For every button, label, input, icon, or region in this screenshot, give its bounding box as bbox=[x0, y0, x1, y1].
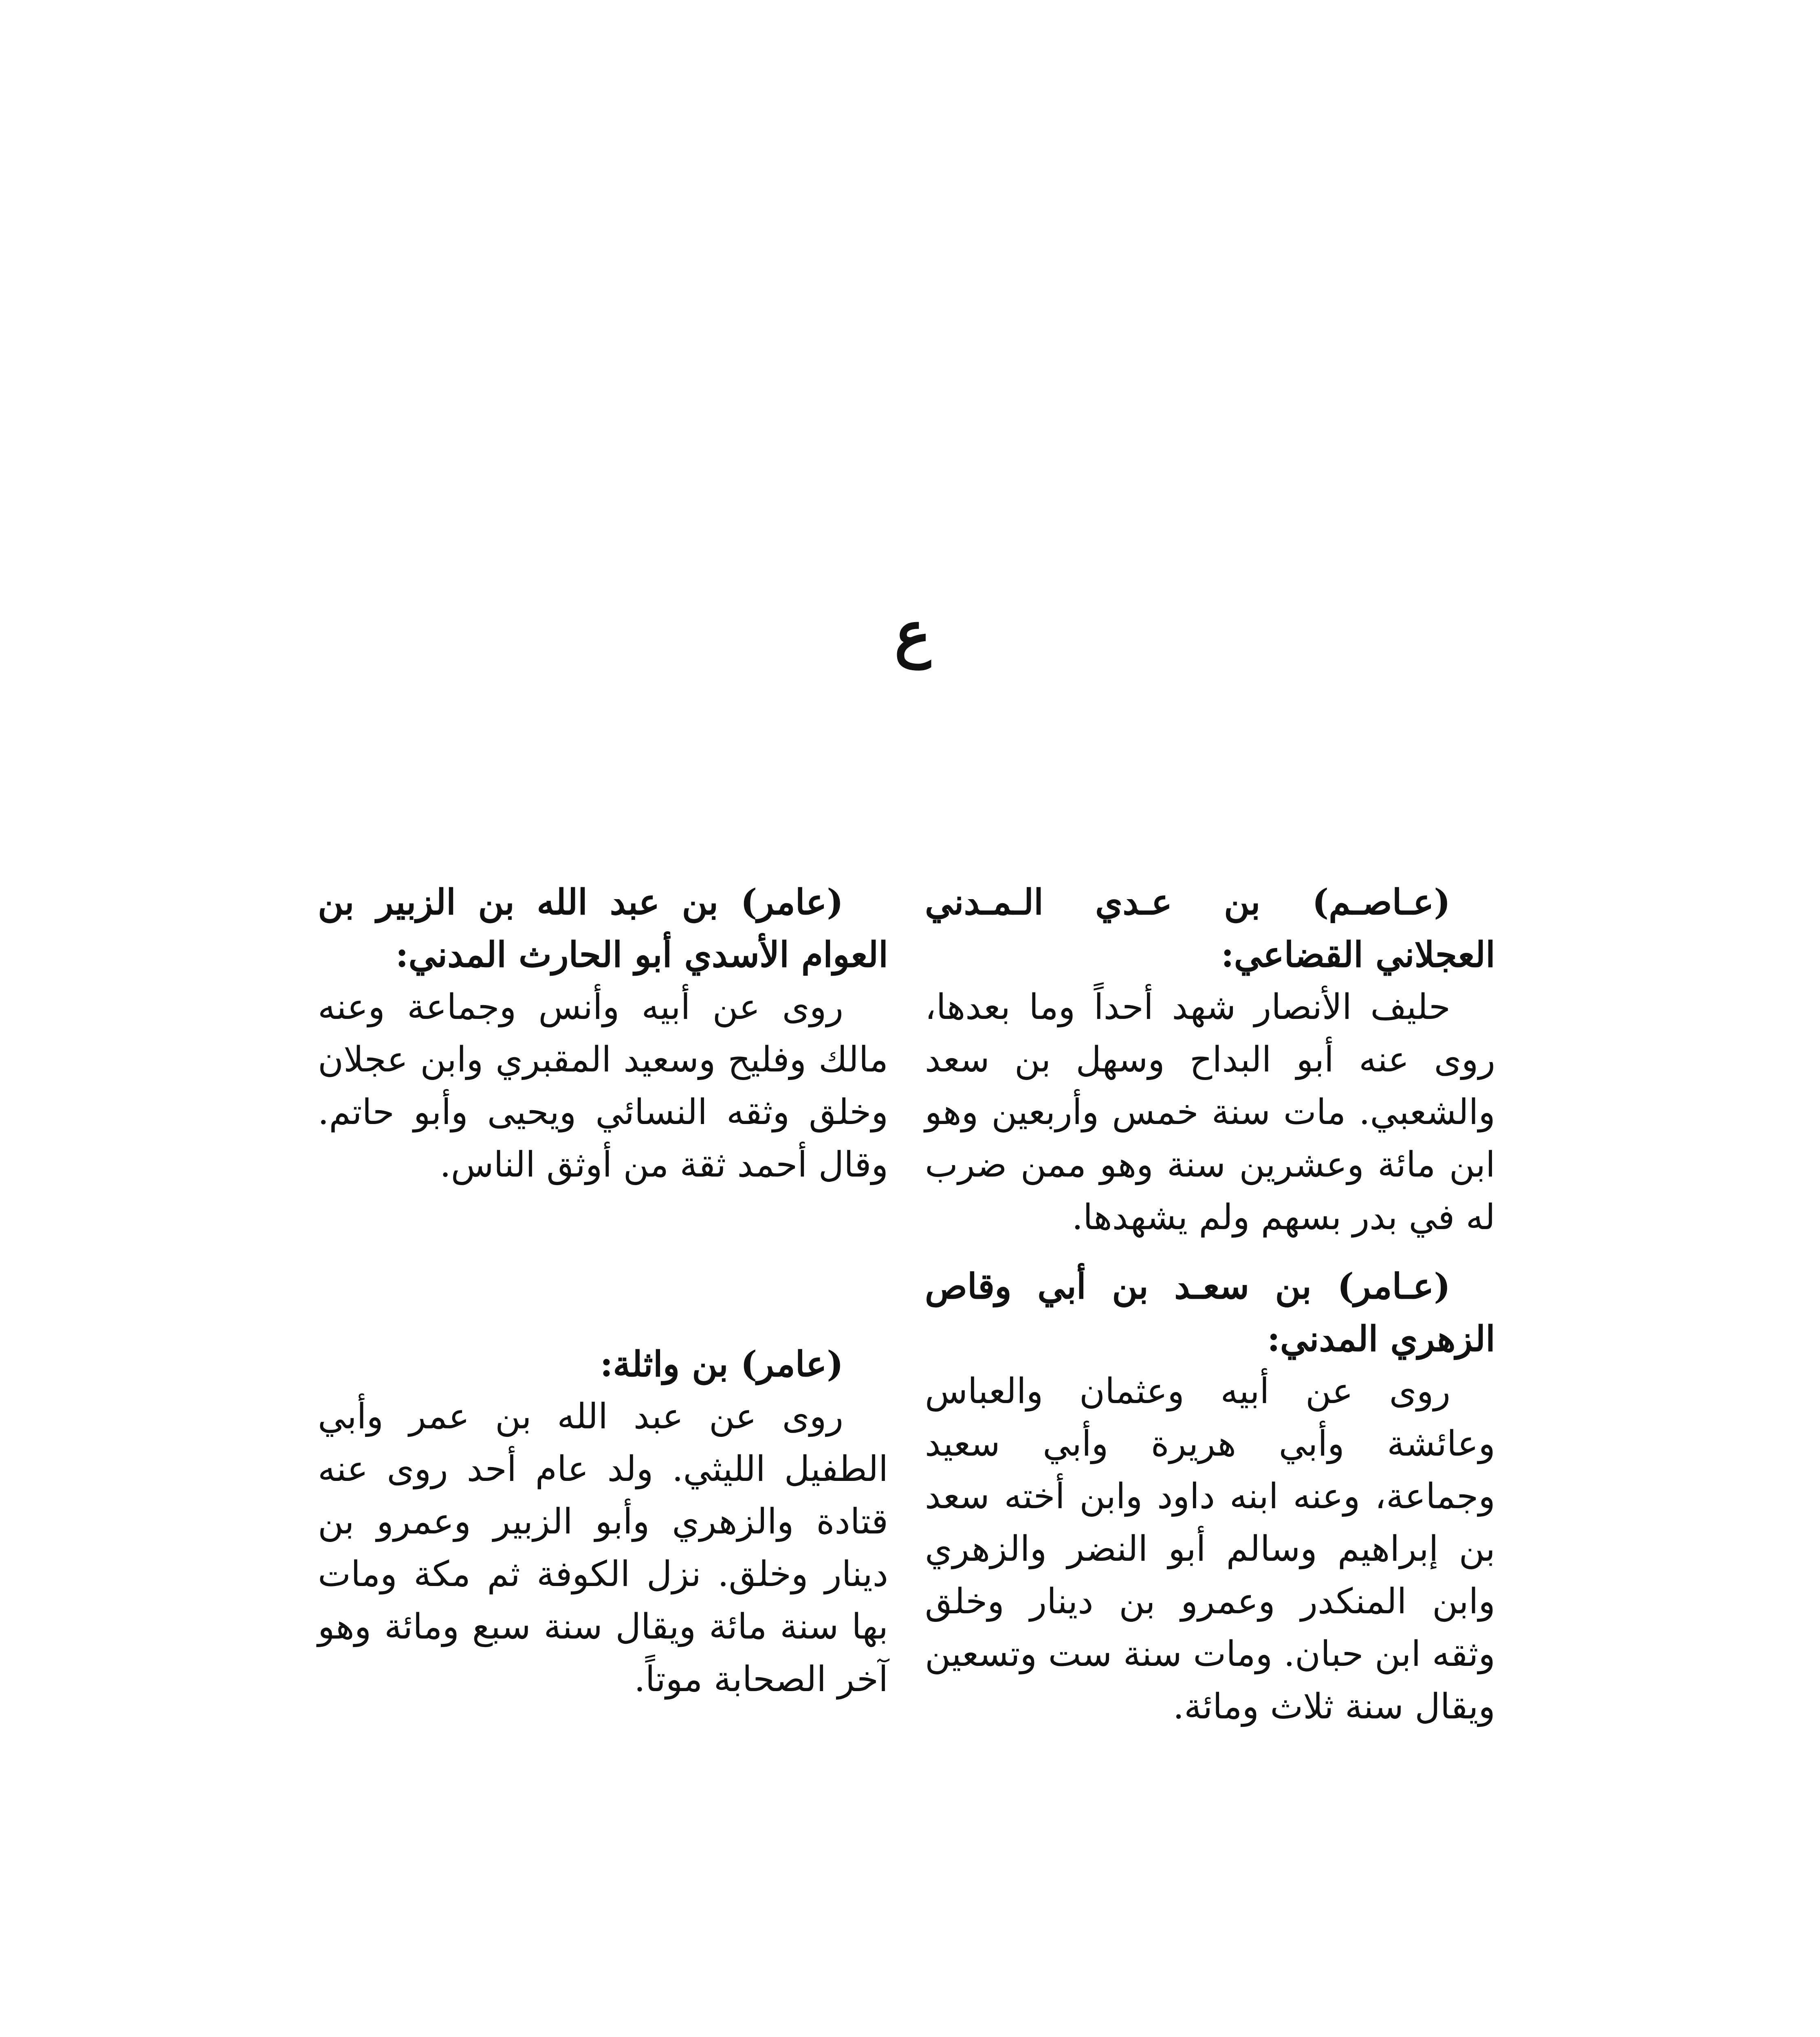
left-column bbox=[318, 876, 888, 1706]
entry-body: روى عن أبيه وأنس وجماعة وعنه مالك وفليح وسعيد المقبري وابن عجلان وخلق وثقه النسائي ويحيى وأبو حاتم. وقال أحمد ثقة من أوثق الناس. bbox=[318, 987, 888, 1185]
biography-entry bbox=[925, 876, 1495, 1244]
entry-body: روى عن عبد الله بن عمر وأبي الطفيل الليثي. ولد عام أحد روى عنه قتادة والزهري وأبو الزبير وعمرو بن دينار وخلق. نزل الكوفة ثم مكة ومات بها سنة مائة ويقال سنة سبع ومائة وهو آخر الصحابة موتاً. bbox=[318, 1396, 888, 1700]
section-letter: ع bbox=[894, 598, 931, 669]
entry-heading: (عامر) بن واثلة: bbox=[600, 1344, 843, 1385]
biography-entry bbox=[318, 876, 888, 1191]
entry-body: روى عن أبيه وعثمان والعباس وعائشة وأبي هريرة وأبي سعيد وجماعة، وعنه ابنه داود وابن أخته سعد بن إبراهيم وسالم أبو النضر والزهري وابن المنكدر وعمرو بن دينار وخلق وثقه ابن حبان. ومات سنة ست وتسعين ويقال سنة ثلاث ومائة. bbox=[925, 1371, 1495, 1727]
entry-heading: (عامر) بن عبد الله بن الزبير بن العوام الأسدي أبو الحارث المدني: bbox=[318, 882, 888, 975]
entry-body: حليف الأنصار شهد أحداً وما بعدها، روى عنه أبو البداح وسهل بن سعد والشعبي. مات سنة خمس وأربعين وهو ابن مائة وعشرين سنة وهو ممن ضرب له في بدر بسهم ولم يشهدها. bbox=[925, 987, 1495, 1238]
entry-heading: (عـاصـم) بن عـدي الـمـدني العجلاني القضاعي: bbox=[925, 882, 1495, 975]
biography-entry bbox=[318, 1338, 888, 1706]
entry-heading: (عـامر) بن سعـد بن أبي وقاص الزهري المدني: bbox=[925, 1266, 1495, 1359]
biography-entry bbox=[925, 1260, 1495, 1733]
right-column bbox=[925, 876, 1495, 1733]
